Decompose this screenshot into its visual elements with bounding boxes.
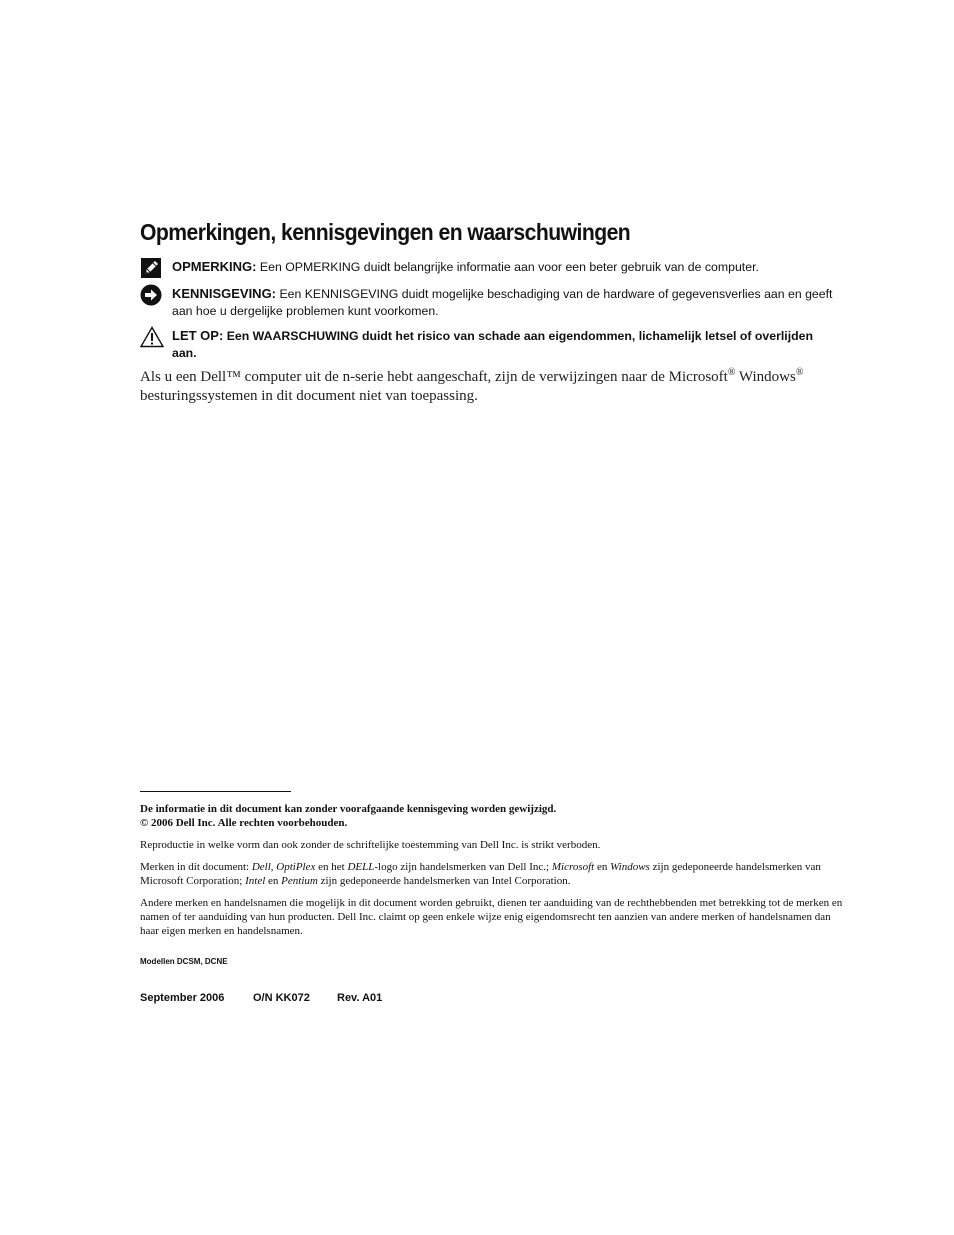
tm-text: en bbox=[265, 875, 282, 887]
intro-text-1: Als u een Dell™ computer uit de n-serie hebt aangeschaft, zijn de verwijzingen naar de Microsoft bbox=[140, 369, 728, 385]
kennisgeving-label: KENNISGEVING: bbox=[172, 286, 277, 301]
reproduction-notice: Reproductie in welke vorm dan ook zonder de schriftelijke toestemming van Dell Inc. is strikt verboden. bbox=[140, 839, 601, 851]
tm-text: zijn gedeponeerde handelsmerken van Intel Corporation. bbox=[317, 875, 571, 887]
tm-pentium: Pentium bbox=[281, 875, 318, 887]
tm-text: zijn gedeponeerde handelsmerken van Microsoft Corporation; bbox=[140, 861, 821, 887]
tm-windows: Windows bbox=[610, 861, 650, 873]
intro-text-2: Windows bbox=[735, 369, 796, 385]
tm-dell: Dell bbox=[251, 861, 271, 873]
legal-change-notice: De informatie in dit document kan zonder voorafgaande kennisgeving worden gewijzigd. bbox=[140, 803, 557, 815]
tm-dell-logo: DELL bbox=[347, 861, 375, 873]
part-number: O/N KK072 bbox=[253, 992, 310, 1004]
tm-text: , bbox=[270, 861, 277, 873]
publication-date: September 2006 bbox=[140, 992, 225, 1004]
tm-text: -logo zijn handelsmerken van Dell Inc.; bbox=[374, 861, 552, 873]
revision: Rev. A01 bbox=[337, 992, 383, 1004]
note-text: Een OPMERKING duidt belangrijke informatie aan voor een beter gebruik van de computer. bbox=[259, 260, 759, 274]
legal-notice bbox=[140, 802, 845, 830]
tm-microsoft: Microsoft bbox=[551, 861, 595, 873]
tm-text: Merken in dit document: bbox=[140, 861, 252, 873]
warning-text: Een WAARSCHUWING duidt het risico van schade aan eigendommen, lichamelijk letsel of overlijden aan. bbox=[172, 329, 813, 360]
registered-mark: ® bbox=[727, 367, 736, 378]
kennisgeving-text-continued: aan hoe u dergelijke problemen kunt voorkomen. bbox=[172, 304, 439, 318]
intro-paragraph bbox=[140, 368, 860, 406]
kennisgeving-notice bbox=[140, 285, 840, 320]
intro-text-3: besturingssystemen in dit document niet van toepassing. bbox=[140, 388, 478, 404]
warning-notice bbox=[140, 327, 840, 362]
model-numbers: Modellen DCSM, DCNE bbox=[140, 957, 228, 966]
note-notice bbox=[140, 258, 840, 276]
tm-text: en bbox=[594, 861, 611, 873]
page-title: Opmerkingen, kennisgevingen en waarschuwingen bbox=[140, 219, 631, 245]
trademarks-paragraph bbox=[140, 860, 845, 888]
tm-intel: Intel bbox=[245, 875, 266, 887]
copyright: © 2006 Dell Inc. Alle rechten voorbehouden. bbox=[140, 817, 348, 829]
footnote-divider bbox=[140, 791, 291, 792]
registered-mark: ® bbox=[795, 367, 804, 378]
notice-arrow-icon bbox=[140, 284, 164, 306]
kennisgeving-text: Een KENNISGEVING duidt mogelijke beschadiging van de hardware of gegevensverlies aan en geeft bbox=[279, 287, 833, 301]
warning-label: LET OP: bbox=[172, 328, 224, 343]
note-pencil-icon bbox=[140, 257, 164, 279]
note-label: OPMERKING: bbox=[172, 259, 257, 274]
other-trademarks-paragraph: Andere merken en handelsnamen die mogelijk in dit document worden gebruikt, dienen ter aanduiding van de rechthebbenden met betrekking tot de merken en namen of ter aanduiding van hun producten. Dell Inc. claimt op geen enkele wijze enig eigendomsrecht ten aanzien van andere merken of handelsnamen dan haar eigen merken en handelsnamen. bbox=[140, 897, 843, 937]
tm-optiplex: OptiPlex bbox=[276, 861, 316, 873]
warning-triangle-icon bbox=[140, 326, 164, 348]
tm-text: en het bbox=[315, 861, 348, 873]
